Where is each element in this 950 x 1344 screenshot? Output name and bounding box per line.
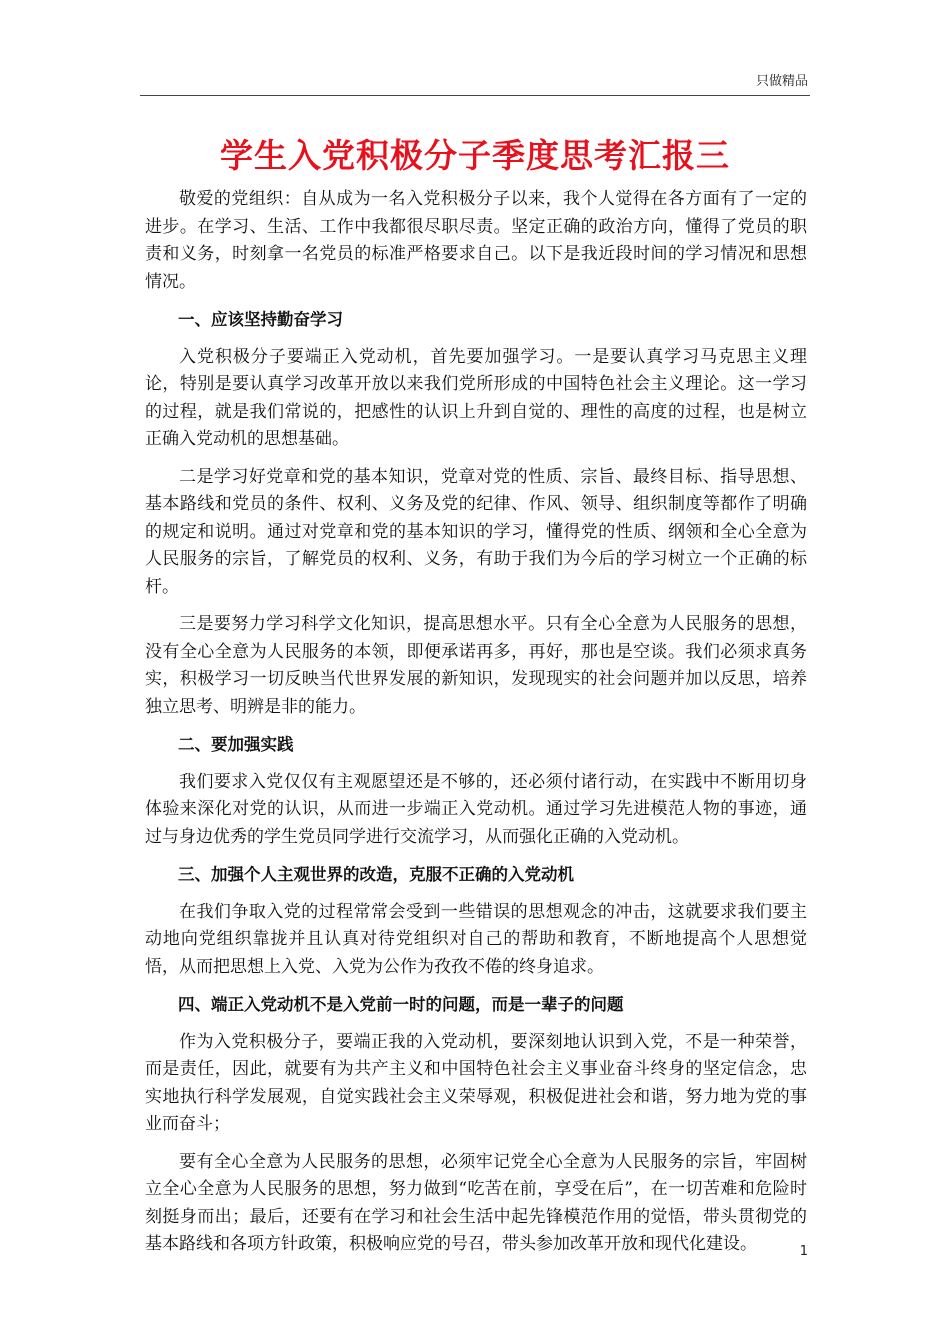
paragraph-intro: 敬爱的党组织：自从成为一名入党积极分子以来，我个人觉得在各方面有了一定的进步。在学习、生活、工作中我都很尽职尽责。坚定正确的政治方向，懂得了党员的职责和义务，时刻拿一名党员的标准严格要求自己。以下是我近段时间的学习情况和思想情况。 <box>145 189 807 292</box>
paragraph: 在我们争取入党的过程常常会受到一些错误的思想观念的冲击，这就要求我们要主动地向党组织靠拢并且认真对待党组织对自己的帮助和教育，不断地提高个人思想觉悟，从而把思想上入党、入党为公作为孜孜不倦的终身追求。 <box>145 901 807 977</box>
header-divider <box>140 95 810 96</box>
section-heading-4: 四、端正入党动机不是入党前一时的问题，而是一辈子的问题 <box>178 995 624 1014</box>
paragraph: 三是要努力学习科学文化知识，提高思想水平。只有全心全意为人民服务的思想，没有全心全意为人民服务的本领，即便承诺再多，再好，那也是空谈。我们必须求真务实，积极学习一切反映当代世界发展的新知识，发现现实的社会问题并加以反思，培养独立思考、明辨是非的能力。 <box>145 614 807 717</box>
section-heading-2: 二、要加强实践 <box>178 735 294 754</box>
paragraph: 入党积极分子要端正入党动机，首先要加强学习。一是要认真学习马克思主义理论，特别是要认真学习改革开放以来我们党所形成的中国特色社会主义理论。这一学习的过程，就是我们常说的，把感性的认识上升到自觉的、理性的高度的过程，也是树立正确入党动机的思想基础。 <box>145 346 807 449</box>
header-note: 只做精品 <box>755 74 808 89</box>
section-heading-3: 三、加强个人主观世界的改造，克服不正确的入党动机 <box>178 865 574 884</box>
page-number: 1 <box>799 1244 808 1259</box>
document-body <box>145 186 807 1269</box>
paragraph: 要有全心全意为人民服务的思想，必须牢记党全心全意为人民服务的宗旨，牢固树立全心全意为人民服务的思想，努力做到“吃苦在前，享受在后”，在一切苦难和危险时刻挺身而出；最后，还要有在学习和社会生活中起先锋模范作用的觉悟，带头贯彻党的基本路线和各项方针政策，积极响应党的号召，带头参加改革开放和现代化建设。 <box>145 1151 807 1254</box>
document-title: 学生入党积极分子季度思考汇报三 <box>220 136 730 175</box>
paragraph: 作为入党积极分子，要端正我的入党动机，要深刻地认识到入党，不是一种荣誉，而是责任，因此，就要有为共产主义和中国特色社会主义事业奋斗终身的坚定信念，忠实地执行科学发展观，自觉实践社会主义荣辱观，积极促进社会和谐，努力地为党的事业而奋斗； <box>145 1031 807 1134</box>
paragraph: 我们要求入党仅仅有主观愿望还是不够的，还必须付诸行动，在实践中不断用切身体验来深化对党的认识，从而进一步端正入党动机。通过学习先进模范人物的事迹，通过与身边优秀的学生党员同学进行交流学习，从而强化正确的入党动机。 <box>145 771 807 847</box>
paragraph: 二是学习好党章和党的基本知识，党章对党的性质、宗旨、最终目标、指导思想、基本路线和党员的条件、权利、义务及党的纪律、作风、领导、组织制度等都作了明确的规定和说明。通过对党章和党的基本知识的学习，懂得党的性质、纲领和全心全意为人民服务的宗旨，了解党员的权利、义务，有助于我们为今后的学习树立一个正确的标杆。 <box>145 466 807 597</box>
section-heading-1: 一、应该坚持勤奋学习 <box>178 310 343 329</box>
